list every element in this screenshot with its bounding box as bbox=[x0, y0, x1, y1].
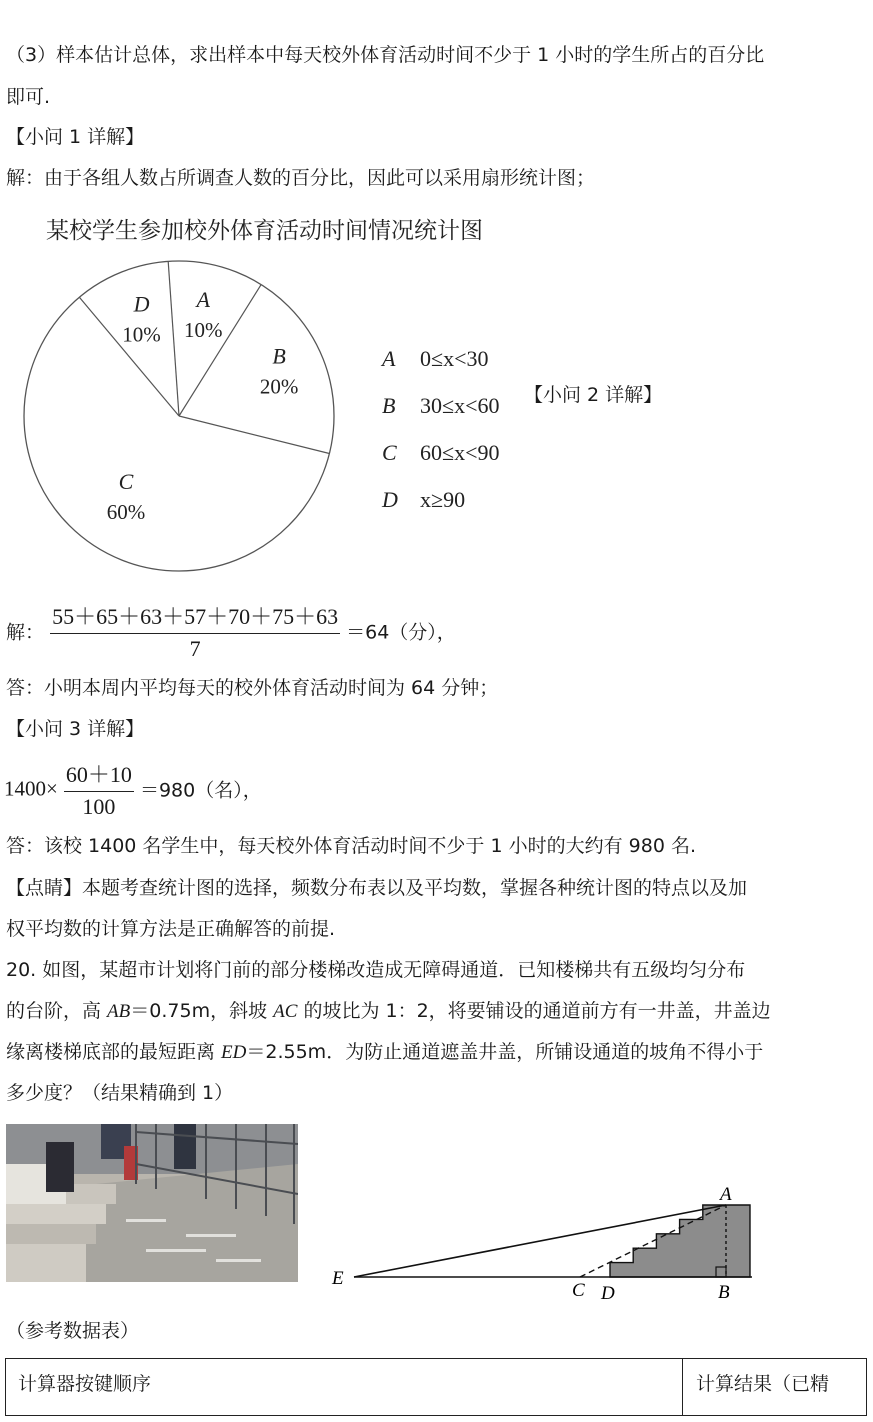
pie-slice-label: D bbox=[133, 291, 150, 317]
legend-key: C bbox=[382, 440, 397, 465]
table-header-result: 计算结果（已精 bbox=[696, 1373, 830, 1395]
pie-slice-label: B bbox=[272, 343, 286, 369]
legend-key: B bbox=[382, 393, 396, 418]
text-line: 解：由于各组人数占所调查人数的百分比，因此可以采用扇形统计图； bbox=[6, 167, 596, 189]
text-line: （参考数据表） bbox=[6, 1320, 140, 1342]
answer-line: 答：小明本周内平均每天的校外体育活动时间为 64 分钟； bbox=[6, 677, 499, 699]
formula-line bbox=[4, 758, 262, 820]
fraction bbox=[50, 600, 340, 662]
legend-range: 30≤x<60 bbox=[420, 393, 500, 418]
pie-chart bbox=[0, 250, 540, 580]
stairs-photo bbox=[6, 1124, 298, 1282]
fraction-denominator: 7 bbox=[189, 636, 201, 661]
text-run: ＝0.75m，斜坡 bbox=[130, 1000, 274, 1022]
pie-slice-value: 60% bbox=[106, 499, 146, 524]
var-ab: AB bbox=[107, 1001, 131, 1022]
table-header-keys: 计算器按键顺序 bbox=[18, 1373, 152, 1395]
text-line: 【点睛】本题考查统计图的选择，频数分布表以及平均数，掌握各种统计图的特点以及加 bbox=[6, 877, 748, 899]
legend-key: A bbox=[382, 346, 396, 371]
stairs-shape bbox=[610, 1205, 750, 1277]
text-line: （3）样本估计总体，求出样本中每天校外体育活动时间不少于 1 小时的学生所占的百分比 bbox=[6, 44, 765, 66]
text-run: 缘离楼梯底部的最短距离 bbox=[6, 1041, 222, 1063]
legend-range: 0≤x<30 bbox=[420, 346, 489, 371]
fraction-numerator: 55＋65＋63＋57＋70＋75＋63 bbox=[50, 600, 340, 634]
section-heading: 【小问 1 详解】 bbox=[6, 126, 145, 148]
section-heading: 【小问 3 详解】 bbox=[6, 718, 145, 740]
pie-slice-label: A bbox=[196, 286, 210, 312]
problem-line: 20. 如图，某超市计划将门前的部分楼梯改造成无障碍通道．已知楼梯共有五级均匀分布 bbox=[6, 959, 746, 981]
text-line: 即可. bbox=[6, 86, 51, 108]
legend-range: 60≤x<90 bbox=[420, 440, 500, 465]
point-label-c: C bbox=[572, 1280, 585, 1301]
table-header-cell bbox=[6, 1359, 683, 1415]
pie-slice-label: C bbox=[118, 468, 134, 494]
point-label-e: E bbox=[332, 1268, 344, 1289]
formula-prefix: 1400× bbox=[4, 776, 58, 801]
ramp-diagram bbox=[320, 1172, 770, 1307]
text-run: 的坡比为 1：2，将要铺设的通道前方有一井盖，井盖边 bbox=[297, 1000, 771, 1022]
chart-title: 某校学生参加校外体育活动时间情况统计图 bbox=[46, 218, 483, 244]
reference-table bbox=[5, 1358, 867, 1416]
text-run: 的台阶，高 bbox=[6, 1000, 108, 1022]
legend-range: x≥90 bbox=[420, 487, 466, 512]
problem-line bbox=[6, 998, 771, 1025]
problem-line: 多少度？（结果精确到 1） bbox=[6, 1082, 234, 1104]
formula-suffix: ＝980（名）， bbox=[139, 779, 262, 802]
pie-slice-value: 20% bbox=[259, 374, 299, 399]
var-ed: ED bbox=[221, 1042, 247, 1063]
text-run: ＝2.55m．为防止通道遮盖井盖，所铺设通道的坡角不得小于 bbox=[246, 1041, 764, 1063]
var-ac: AC bbox=[273, 1001, 298, 1022]
point-label-b: B bbox=[718, 1282, 730, 1303]
answer-line: 答：该校 1400 名学生中，每天校外体育活动时间不少于 1 小时的大约有 980 名. bbox=[6, 835, 696, 857]
formula-prefix: 解： bbox=[6, 621, 45, 644]
legend-key: D bbox=[382, 487, 398, 512]
problem-line bbox=[6, 1039, 763, 1066]
fraction bbox=[64, 758, 134, 820]
fraction-numerator: 60＋10 bbox=[64, 758, 134, 792]
pie-slice-value: 10% bbox=[122, 322, 161, 347]
fraction-denominator: 100 bbox=[82, 794, 116, 819]
pie-slice-value: 10% bbox=[183, 317, 223, 342]
text-line: 权平均数的计算方法是正确解答的前提. bbox=[6, 918, 336, 940]
formula-suffix: ＝64（分）， bbox=[346, 621, 456, 644]
section-heading: 【小问 2 详解】 bbox=[524, 384, 663, 406]
formula-line bbox=[6, 600, 456, 662]
point-label-d: D bbox=[601, 1283, 615, 1304]
point-label-a: A bbox=[720, 1184, 732, 1205]
stairs-polygon bbox=[610, 1205, 750, 1277]
